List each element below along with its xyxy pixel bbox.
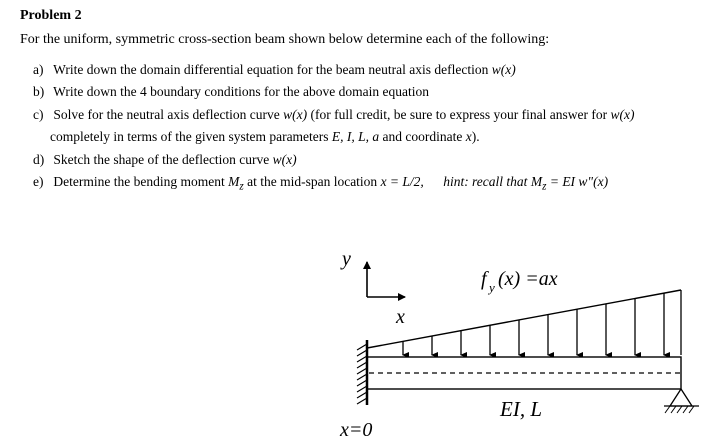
hint-moment: M <box>530 174 543 189</box>
y-axis-label: y <box>342 248 351 270</box>
origin-label: x=0 <box>340 419 373 441</box>
item-c-text4: and coordinate <box>382 129 463 144</box>
item-c-text1: Solve for the neutral axis deflection curve <box>53 107 280 122</box>
problem-title: Problem 2 <box>20 8 82 23</box>
x-axis-label: x <box>396 306 405 328</box>
item-e-text: Determine the bending moment <box>53 174 225 189</box>
support-hatching <box>665 406 694 413</box>
item-c-text2: (for full credit, be sure to express your final answer for <box>310 107 608 122</box>
load-label-eq: (x) =ax <box>498 268 558 290</box>
load-label-f: f <box>481 268 487 290</box>
load-label-sub: y <box>489 280 495 295</box>
item-e-tag: e) <box>33 174 44 189</box>
item-c-end: ). <box>471 129 480 144</box>
item-a-text: Write down the domain differential equation for the beam neutral axis deflection <box>53 62 489 77</box>
item-e-text2: at the mid-span location <box>247 174 378 189</box>
item-c-tag: c) <box>33 107 44 122</box>
item-b-tag: b) <box>33 84 45 99</box>
item-e-loc: x = L/2, <box>380 174 424 189</box>
item-d-text: Sketch the shape of the deflection curve <box>53 152 270 167</box>
load-label <box>481 268 489 290</box>
item-e-moment: M <box>228 174 240 189</box>
wall-hatching <box>357 344 367 404</box>
item-a-func: w(x) <box>491 62 516 77</box>
item-e-moment-sub: z <box>239 180 244 193</box>
item-d-func: w(x) <box>272 152 297 167</box>
hint-equation: = EI w"(x) <box>546 174 609 189</box>
item-c-func: w(x) <box>283 107 308 122</box>
item-b-text: Write down the 4 boundary conditions for the above domain equation <box>53 84 430 99</box>
item-c-coord: x <box>465 129 472 144</box>
item-c-func2: w(x) <box>610 107 635 122</box>
pin-support <box>670 389 692 406</box>
item-c-params: E, I, L, a <box>331 129 380 144</box>
item-a-tag: a) <box>33 62 44 77</box>
problem-intro: For the uniform, symmetric cross-section beam shown below determine each of the following: <box>20 32 550 47</box>
hint-moment-sub: z <box>542 180 547 193</box>
item-c-text3: completely in terms of the given system parameters <box>50 129 329 144</box>
hint-prefix: hint: recall that <box>443 174 528 189</box>
beam-property-label: EI, L <box>500 397 542 421</box>
load-distribution-line <box>367 290 681 348</box>
item-d-tag: d) <box>33 152 45 167</box>
load-arrows <box>403 290 681 355</box>
